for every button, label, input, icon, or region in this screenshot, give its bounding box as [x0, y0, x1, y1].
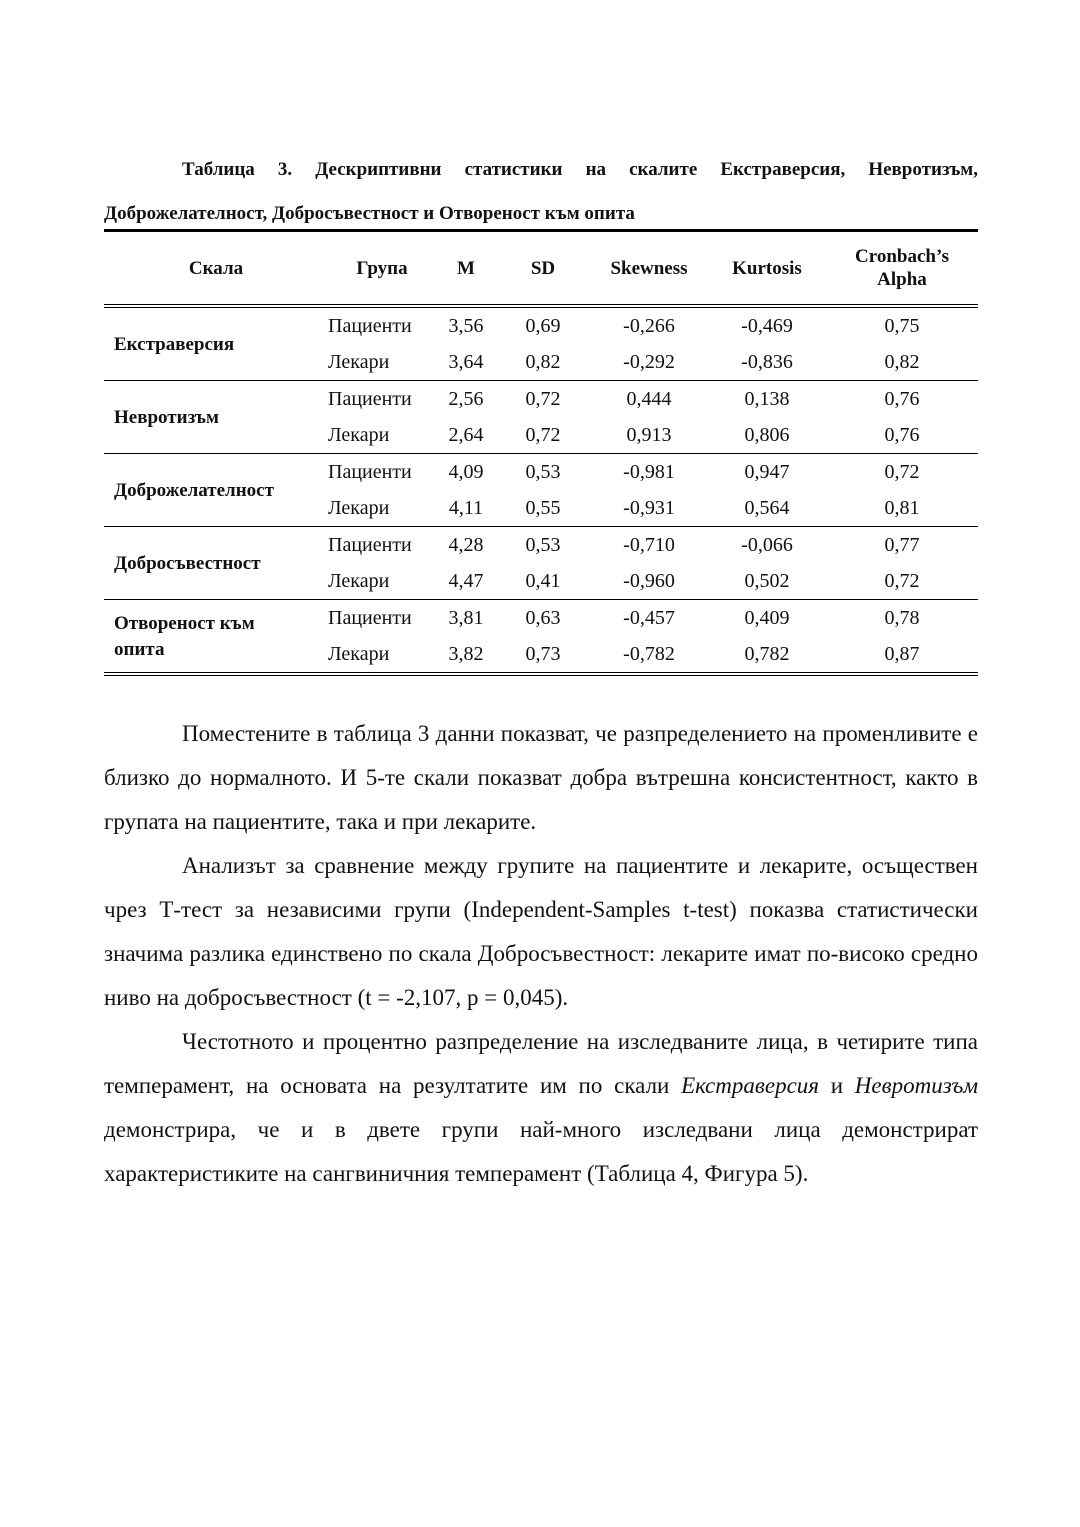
group-cell: Лекари — [328, 563, 436, 600]
table-caption: Таблица 3. Дескриптивни статистики на скалите Екстраверсия, Невротизъм, Доброжелателност, Добросъвестност и Отвореност към опита — [104, 159, 978, 224]
alpha-cell: 0,81 — [826, 490, 978, 527]
skewness-cell: -0,931 — [590, 490, 708, 527]
m-cell: 3,56 — [448, 314, 484, 337]
alpha-cell: 0,78 — [884, 606, 920, 629]
m-cell: 4,09 — [448, 460, 484, 483]
m-cell: 4,28 — [448, 533, 484, 556]
header-m: M — [436, 231, 496, 307]
alpha-cell: 0,75 — [884, 314, 920, 337]
m-cell: 4,11 — [436, 490, 496, 527]
m-cell: 3,81 — [448, 606, 484, 629]
kurtosis-cell: 0,409 — [744, 606, 790, 629]
kurtosis-cell: 0,138 — [744, 387, 790, 410]
kurtosis-cell: 0,564 — [708, 490, 826, 527]
paragraph-3 — [104, 1020, 978, 1196]
kurtosis-cell: 0,782 — [744, 642, 790, 665]
sd-cell: 0,82 — [496, 344, 590, 381]
group-cell: Пациенти — [328, 314, 412, 337]
skewness-cell: 0,444 — [626, 387, 672, 410]
header-skewness: Skewness — [590, 231, 708, 307]
scale-cell: Добросъвестност — [104, 527, 328, 600]
kurtosis-cell: -0,836 — [708, 344, 826, 381]
alpha-cell: 0,77 — [884, 533, 920, 556]
skewness-cell: -0,266 — [623, 314, 675, 337]
alpha-cell: 0,76 — [884, 387, 920, 410]
table-row — [104, 527, 978, 564]
table-row — [104, 306, 978, 344]
header-cronbach-alpha: Cronbach’s Alpha — [826, 231, 978, 307]
skewness-cell: -0,960 — [590, 563, 708, 600]
group-cell: Лекари — [328, 490, 436, 527]
kurtosis-cell: -0,066 — [741, 533, 793, 556]
header-kurtosis: Kurtosis — [708, 231, 826, 307]
sd-cell: 0,69 — [525, 314, 561, 337]
term-neuroticism: Невротизъм — [854, 1073, 978, 1098]
group-cell: Лекари — [328, 642, 390, 665]
skewness-cell: -0,981 — [623, 460, 675, 483]
paragraph-1: Поместените в таблица 3 данни показват, че разпределението на променливите е близко до нормалното. И 5-те скали показват добра вътрешна консистентност, както в групата на пациентите, така и при лекарите. — [104, 721, 978, 834]
paragraph-3-text: Честотното и процентно разпределение на изследваните лица, в четирите типа темперамент, на основата на резултатите им по скали — [104, 1029, 978, 1098]
sd-cell: 0,55 — [496, 490, 590, 527]
alpha-cell: 0,72 — [884, 460, 920, 483]
table-header-row — [104, 231, 978, 307]
sd-cell: 0,41 — [496, 563, 590, 600]
table-row — [104, 454, 978, 491]
kurtosis-cell: 0,806 — [708, 417, 826, 454]
term-extraversion: Екстраверсия — [681, 1073, 819, 1098]
sd-cell: 0,73 — [525, 642, 561, 665]
skewness-cell: -0,457 — [623, 606, 675, 629]
m-cell: 3,64 — [436, 344, 496, 381]
group-cell: Пациенти — [328, 533, 412, 556]
paragraph-3-text: демонстрира, че и в двете групи най-много изследвани лица демонстрират характеристиките на сангвиничния темперамент (Таблица 4, Фигура 5). — [104, 1117, 978, 1186]
group-cell: Пациенти — [328, 606, 412, 629]
skewness-cell: -0,292 — [590, 344, 708, 381]
alpha-cell: 0,72 — [826, 563, 978, 600]
sd-cell: 0,53 — [525, 460, 561, 483]
sd-cell: 0,72 — [525, 387, 561, 410]
descriptive-stats-table — [104, 229, 978, 676]
sd-cell: 0,53 — [525, 533, 561, 556]
skewness-cell: 0,913 — [590, 417, 708, 454]
kurtosis-cell: 0,947 — [744, 460, 790, 483]
header-sd: SD — [496, 231, 590, 307]
sd-cell: 0,63 — [525, 606, 561, 629]
m-cell: 3,82 — [448, 642, 484, 665]
group-cell: Лекари — [328, 417, 436, 454]
header-group: Група — [328, 231, 436, 307]
kurtosis-cell: 0,502 — [708, 563, 826, 600]
scale-cell: Екстраверсия — [104, 306, 328, 381]
scale-cell: Отвореност към опита — [114, 613, 255, 660]
alpha-cell: 0,87 — [884, 642, 920, 665]
header-scale: Скала — [104, 231, 328, 307]
table-row — [104, 600, 978, 637]
group-cell: Пациенти — [328, 460, 412, 483]
group-cell: Пациенти — [328, 387, 412, 410]
sd-cell: 0,72 — [496, 417, 590, 454]
m-cell: 4,47 — [436, 563, 496, 600]
paragraph-2: Анализът за сравнение между групите на пациентите и лекарите, осъществен чрез Т-тест за независими групи (Independent-Samples t-test) показва статистически значима разлика единствено по скала Добросъвестност: лекарите имат по-високо средно ниво на добросъвестност (t = -2,107, p = 0,045). — [104, 853, 978, 1010]
skewness-cell: -0,782 — [623, 642, 675, 665]
alpha-cell: 0,82 — [826, 344, 978, 381]
scale-cell: Невротизъм — [104, 381, 328, 454]
group-cell: Лекари — [328, 344, 436, 381]
m-cell: 2,64 — [436, 417, 496, 454]
skewness-cell: -0,710 — [623, 533, 675, 556]
paragraph-3-text: и — [818, 1073, 855, 1098]
kurtosis-cell: -0,469 — [741, 314, 793, 337]
m-cell: 2,56 — [448, 387, 484, 410]
scale-cell: Доброжелателност — [104, 454, 328, 527]
table-row — [104, 381, 978, 418]
alpha-cell: 0,76 — [826, 417, 978, 454]
